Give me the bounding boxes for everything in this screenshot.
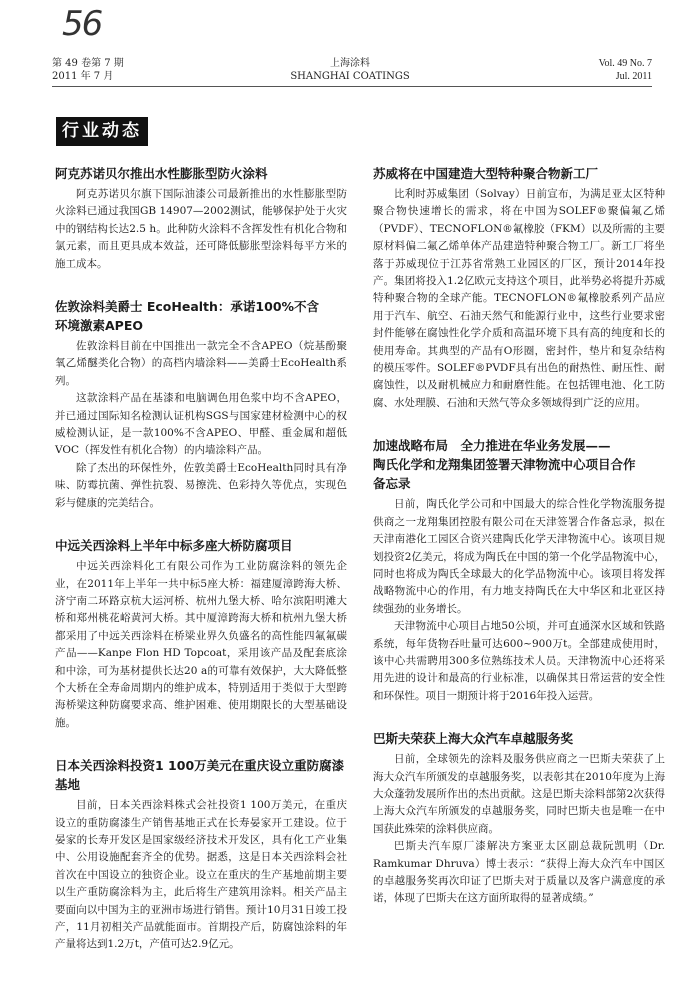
article-paragraph: 比利时苏威集团（Solvay）日前宣布，为满足亚太区特种聚合物快速增长的需求，将在中国为SOLEF®聚偏氟乙烯（PVDF）、TECNOFLON®氟橡胶（FKM）以及所需的主要原材料偏二氟乙烯单体产品建造特种聚合物工厂。新工厂将坐落于苏威现位于江苏省常熟工业园区的厂区，预计2014年投产。集团将投入1.2亿欧元支持这个项目，此举势必将提升苏威特种聚合物的全球产能。TECNOFLON®氟橡胶系列产品应用于汽车、航空、石油天然气和能源行业中，这些行业要求密封件能够在腐蚀性化学介质和高温环境下具有高的纯度和长的使用寿命。其典型的产品有O形圈，密封件，垫片和复杂结构的模压零件。SOLEF®PVDF具有出色的耐热性、耐压性、耐腐蚀性，以及耐机械应力和耐磨性能。在包括锂电池、化工防腐、水处理膜、石油和天然气等众多领域得到广泛的应用。 — [373, 188, 665, 409]
article-title-line: 中远关西涂料上半年中标多座大桥防腐项目 — [55, 538, 293, 554]
news-article — [55, 536, 347, 732]
article-title — [55, 297, 347, 335]
article-title-line: 日本关西涂料投资1 100万美元在重庆设立重防腐漆 — [55, 758, 345, 774]
handwritten-page-number: 56 — [62, 4, 102, 44]
article-title — [55, 164, 347, 183]
article-paragraph: 中远关西涂料化工有限公司作为工业防腐涂料的领先企业，在2011年上半年一共中标5座大桥：福建厦漳跨海大桥、济宁南二环路京杭大运河桥、杭州九堡大桥、哈尔滨阳明滩大桥和郑州桃花峪黄河大桥。其中厦漳跨海大桥和杭州九堡大桥都采用了中远关西涂料在桥梁业界久负盛名的高性能四氟氟碳产品——Kanpe Flon HD Topcoat，采用该产品及配套底涂和中涂，可为基材提供长达20 a的可靠有效保护，大大降低整个大桥在全寿命周期内的维护成本，特别适用于类似于大型跨海桥梁这种防腐要求高、维护困难、使用期限长的大型基础设施。 — [55, 560, 347, 729]
journal-name-en: SHANGHAI COATINGS — [290, 71, 410, 82]
header-rule — [52, 86, 652, 87]
news-article — [55, 756, 347, 954]
date-cn: 2011 年 7 月 — [52, 71, 114, 82]
article-paragraph: 天津物流中心项目占地50公顷，并可直通深水区域和铁路系统，每年货物吞吐量可达600~900万t。全部建成使用时，该中心共需聘用300多位熟练技术人员。天津物流中心还将采用先进的设计和最高的行业标准，以确保其日常运营的安全性和环保性。项目一期预计将于2016年投入运营。 — [373, 620, 665, 702]
journal-name-cn: 上海涂料 — [330, 58, 370, 69]
news-article — [373, 436, 665, 705]
volume-en: Vol. 49 No. 7 — [598, 58, 652, 69]
article-paragraph: 除了杰出的环保性外，佐敦美爵士EcoHealth同时具有净味、防霉抗菌、弹性抗裂、易擦洗、色彩持久等优点，实现色彩与健康的完美结合。 — [55, 461, 347, 509]
article-paragraph: 日前，全球领先的涂料及服务供应商之一巴斯夫荣获了上海大众汽车所颁发的卓越服务奖，以表彰其在2010年度为上海大众蓬勃发展所作出的杰出贡献。这是巴斯夫涂料部第2次获得上海大众汽车所颁发的卓越服务奖，同时巴斯夫也是唯一在中国获此殊荣的涂料供应商。 — [373, 753, 665, 835]
article-title-line: 阿克苏诺贝尔推出水性膨胀型防火涂料 — [55, 166, 268, 181]
journal-issue-cn: 第 49 卷第 7 期 — [52, 58, 124, 69]
news-article — [55, 297, 347, 512]
article-title-line: 陶氏化学和龙翔集团签署天津物流中心项目合作 — [373, 457, 636, 473]
article-paragraph: 目前，日本关西涂料株式会社投资1 100万美元，在重庆设立的重防腐漆生产销售基地正式在长寿晏家开工建设。位于晏家的长寿开发区是国家级经济技术开发区，具有化工产业集中、公用设施配套齐全的优势。据悉，这是日本关西涂料会社首次在中国设立的独资企业。设立在重庆的生产基地前期主要以生产重防腐涂料为主，此后将生产建筑用涂料。相关产品主要面向以中国为主的亚洲市场进行销售。预计10月31日竣工投产，11月初相关产品就能面市。首期投产后，防腐蚀涂料的年产量将达到1.2万t，产值可达2.9亿元。 — [55, 799, 347, 951]
date-en: Jul. 2011 — [615, 71, 652, 82]
article-paragraph: 日前，陶氏化学公司和中国最大的综合性化学物流服务提供商之一龙翔集团控股有限公司在天津签署合作备忘录，拟在天津南港化工园区合资兴建陶氏化学天津物流中心。该项目规划投资2亿美元，将成为陶氏在中国的第一个化学品物流中心，同时也将成为陶氏全球最大的化学品物流中心。该项目将发挥战略物流中心的作用，有力地支持陶氏在大中华区和北亚区持续强劲的业务增长。 — [373, 498, 665, 615]
article-title-line: 环境激素APEO — [55, 318, 144, 334]
article-title-line: 巴斯夫荣获上海大众汽车卓越服务奖 — [373, 731, 574, 747]
article-paragraph: 佐敦涂料目前在中国推出一款完全不含APEO（烷基酚聚氧乙烯醚类化合物）的高档内墙涂料——美爵士EcoHealth系列。 — [55, 340, 347, 387]
news-article — [373, 164, 665, 412]
article-title-line: 基地 — [55, 777, 81, 793]
article-title — [373, 164, 665, 183]
right-column — [373, 164, 665, 932]
section-title-badge: 行业动态 — [56, 117, 148, 146]
article-title-line: 苏威将在中国建造大型特种聚合物新工厂 — [373, 166, 599, 181]
left-column — [55, 164, 347, 978]
article-paragraph: 这款涂料产品在基漆和电脑调色用色浆中均不含APEO，并已通过国际知名检测认证机构SGS与国家建材检测中心的权威检测认证，是一款100%不含APEO、甲醛、重金属和超低VOC（挥发性有机化合物）的内墙涂料产品。 — [55, 392, 347, 457]
article-title — [373, 729, 665, 748]
article-paragraph: 巴斯夫汽车原厂漆解决方案亚太区副总裁阮凯明（Dr. Ramkumar Dhruva）博士表示：“获得上海大众汽车中国区的卓越服务奖再次印证了巴斯夫对于质量以及客户满意度的承诺，体现了巴斯夫在这方面所取得的显著成绩。” — [373, 840, 665, 905]
article-title-line: 加速战略布局 全力推进在华业务发展—— — [373, 438, 611, 454]
news-article — [55, 164, 347, 273]
article-title-line: 备忘录 — [373, 476, 411, 492]
article-title — [55, 536, 347, 555]
header-right — [599, 57, 652, 83]
header-center — [0, 57, 700, 83]
article-title — [373, 436, 665, 493]
article-title-line: 佐敦涂料美爵士 EcoHealth：承诺100%不含 — [55, 299, 320, 315]
article-paragraph: 阿克苏诺贝尔旗下国际油漆公司最新推出的水性膨胀型防火涂料已通过我国GB 14907—2002测试，能够保护处于火灾中的钢结构长达2.5 h。此种防火涂料不含挥发性有机化合物和氯元素，而且更具成本效益，还可降低膨胀型涂料每平方米的施工成本。 — [55, 188, 347, 270]
news-article — [373, 729, 665, 908]
article-title — [55, 756, 347, 794]
